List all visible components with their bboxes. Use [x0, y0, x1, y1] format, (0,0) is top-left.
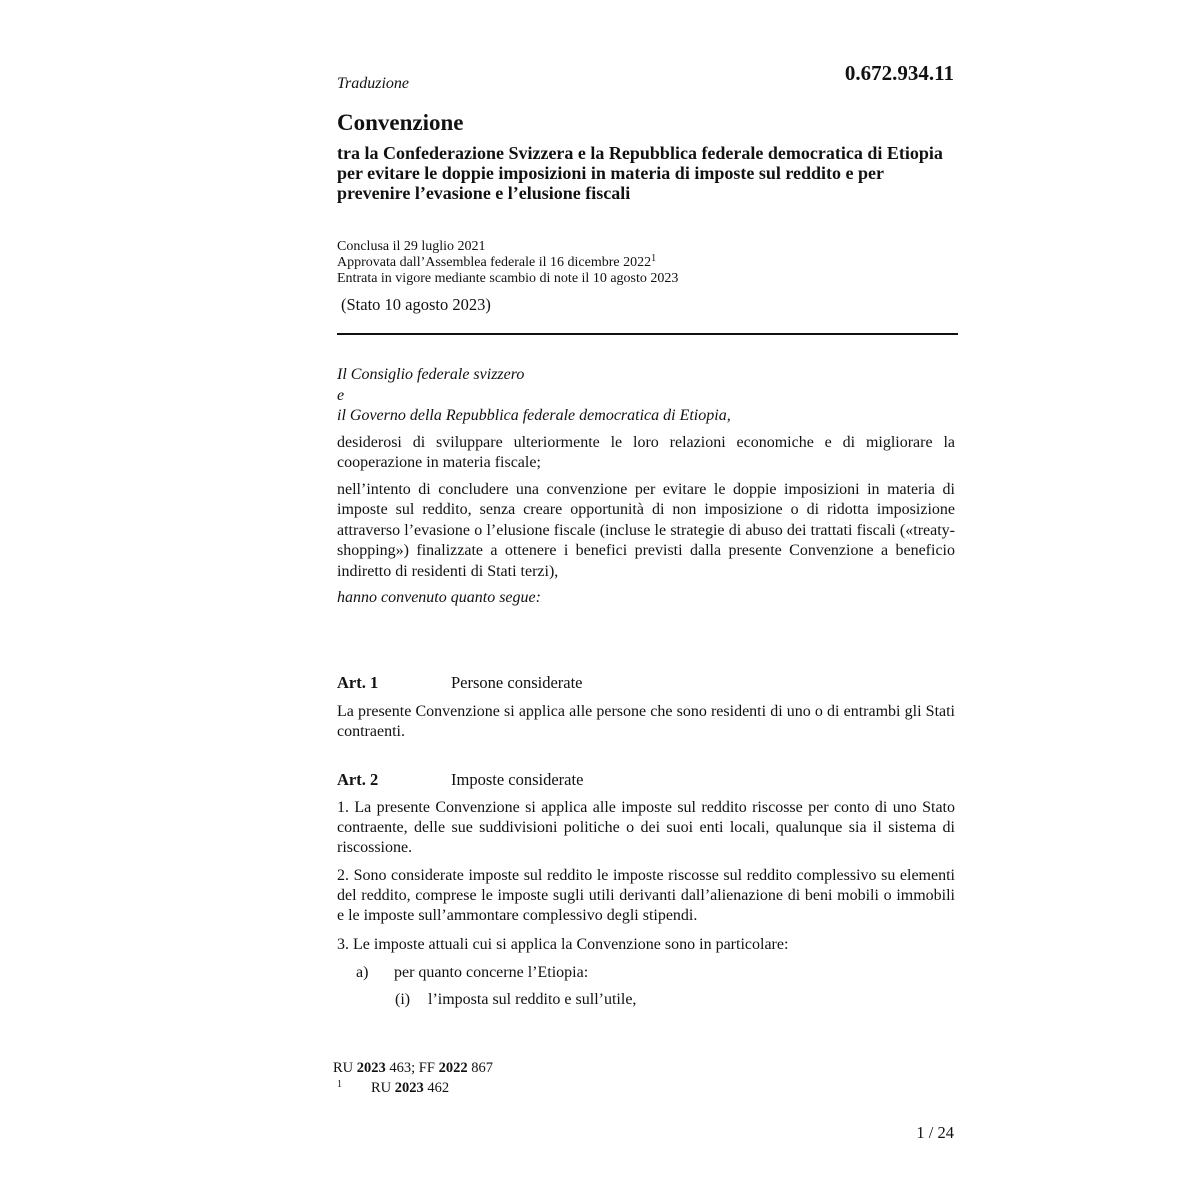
source-ff-year: 2022 — [438, 1060, 468, 1076]
article-2-paragraph-1: 1. La presente Convenzione si applica alle imposte sul reddito riscosse per conto di uno Stato contraente, delle sue suddivisioni politiche o dei suoi enti locali, qualunque sia il sistema di riscossione. — [337, 799, 955, 856]
source-ru-prefix: RU — [333, 1060, 357, 1076]
article-2-heading — [337, 770, 583, 790]
list-text-i: l’imposta sul reddito e sull’utile, — [428, 991, 637, 1008]
document-title: Convenzione — [337, 110, 464, 135]
source-ru-year: 2023 — [356, 1060, 386, 1076]
footnote-1-year: 2023 — [394, 1080, 424, 1096]
footnote-1: 1 RU 2023 462 — [337, 1079, 450, 1096]
article-2-title: Imposte considerate — [451, 770, 584, 789]
footnotes — [333, 1058, 493, 1098]
source-ru-rest: 463; FF — [385, 1060, 439, 1076]
source-reference — [333, 1058, 493, 1078]
concluded-date: Conclusa il 29 luglio 2021 — [337, 239, 486, 254]
status-date: (Stato 10 agosto 2023) — [341, 295, 491, 314]
document-subtitle: tra la Confederazione Svizzera e la Repubblica federale democratica di Etiopia per evitare le doppie imposizioni in materia di imposte sul reddito e per prevenire l’evasione e l’elusione fiscali — [337, 143, 943, 203]
article-1-paragraph: La presente Convenzione si applica alle persone che sono residenti di uno o di entrambi gli Stati contraenti. — [337, 703, 955, 740]
list-text-a: per quanto concerne l’Etiopia: — [394, 964, 589, 981]
article-1-title: Persone considerate — [451, 673, 583, 692]
article-1-heading — [337, 673, 583, 693]
footnote-1-rest: 462 — [423, 1080, 450, 1096]
translation-label: Traduzione — [337, 75, 410, 92]
footnote-1-prefix: RU — [371, 1080, 395, 1096]
article-1-number: Art. 1 — [337, 673, 379, 692]
list-marker-a: a) — [356, 964, 369, 981]
preamble-party-1: Il Consiglio federale svizzero — [337, 366, 525, 383]
header-divider — [337, 333, 958, 335]
source-ff-rest: 867 — [467, 1060, 493, 1076]
dates-block — [337, 239, 957, 287]
preamble-recital-1: desiderosi di sviluppare ulteriormente le loro relazioni economiche e di migliorare la cooperazione in materia fiscale; — [337, 433, 955, 471]
approved-date: Approvata dall’Assemblea federale il 16 dicembre 2022 — [337, 255, 652, 270]
entry-into-force-date: Entrata in vigore mediante scambio di note il 10 agosto 2023 — [337, 271, 679, 286]
page-number: 1 / 24 — [916, 1123, 954, 1142]
preamble-conjunction: e — [337, 386, 345, 404]
sr-number: 0.672.934.11 — [844, 61, 954, 85]
article-2-list-item-a — [356, 963, 588, 983]
approved-date-line — [337, 255, 957, 271]
list-marker-i: (i) — [395, 991, 411, 1008]
preamble-agreement: hanno convenuto quanto segue: — [337, 589, 541, 606]
preamble-recital-2: nell’intento di concludere una convenzione per evitare le doppie imposizioni in materia di imposte sul reddito, senza creare opportunità di non imposizione o di ridotta imposizione attraverso l’evasione o l’elusione fiscale (incluse le strategie di abuso dei trattati fiscali («treaty-shopping») finalizzate a ottenere i benefici previsti dalla presente Convenzione a beneficio indiretto di residenti di Stati terzi), — [337, 480, 955, 580]
article-2-paragraph-2: 2. Sono considerate imposte sul reddito le imposte riscosse sul reddito complessivo su elementi del reddito, comprese le imposte sugli utili derivanti dall’alienazione di beni mobili o immobili e le imposte sull’ammontare complessivo degli stipendi. — [337, 867, 955, 924]
article-2-paragraph-3: 3. Le imposte attuali cui si applica la Convenzione sono in particolare: — [337, 936, 789, 953]
footnote-ref-1[interactable]: 1 — [651, 253, 657, 264]
preamble — [337, 365, 955, 609]
article-2-number: Art. 2 — [337, 770, 379, 789]
preamble-party-2: il Governo della Repubblica federale democratica di Etiopia, — [337, 407, 731, 424]
article-2-list-item-i — [395, 990, 636, 1010]
